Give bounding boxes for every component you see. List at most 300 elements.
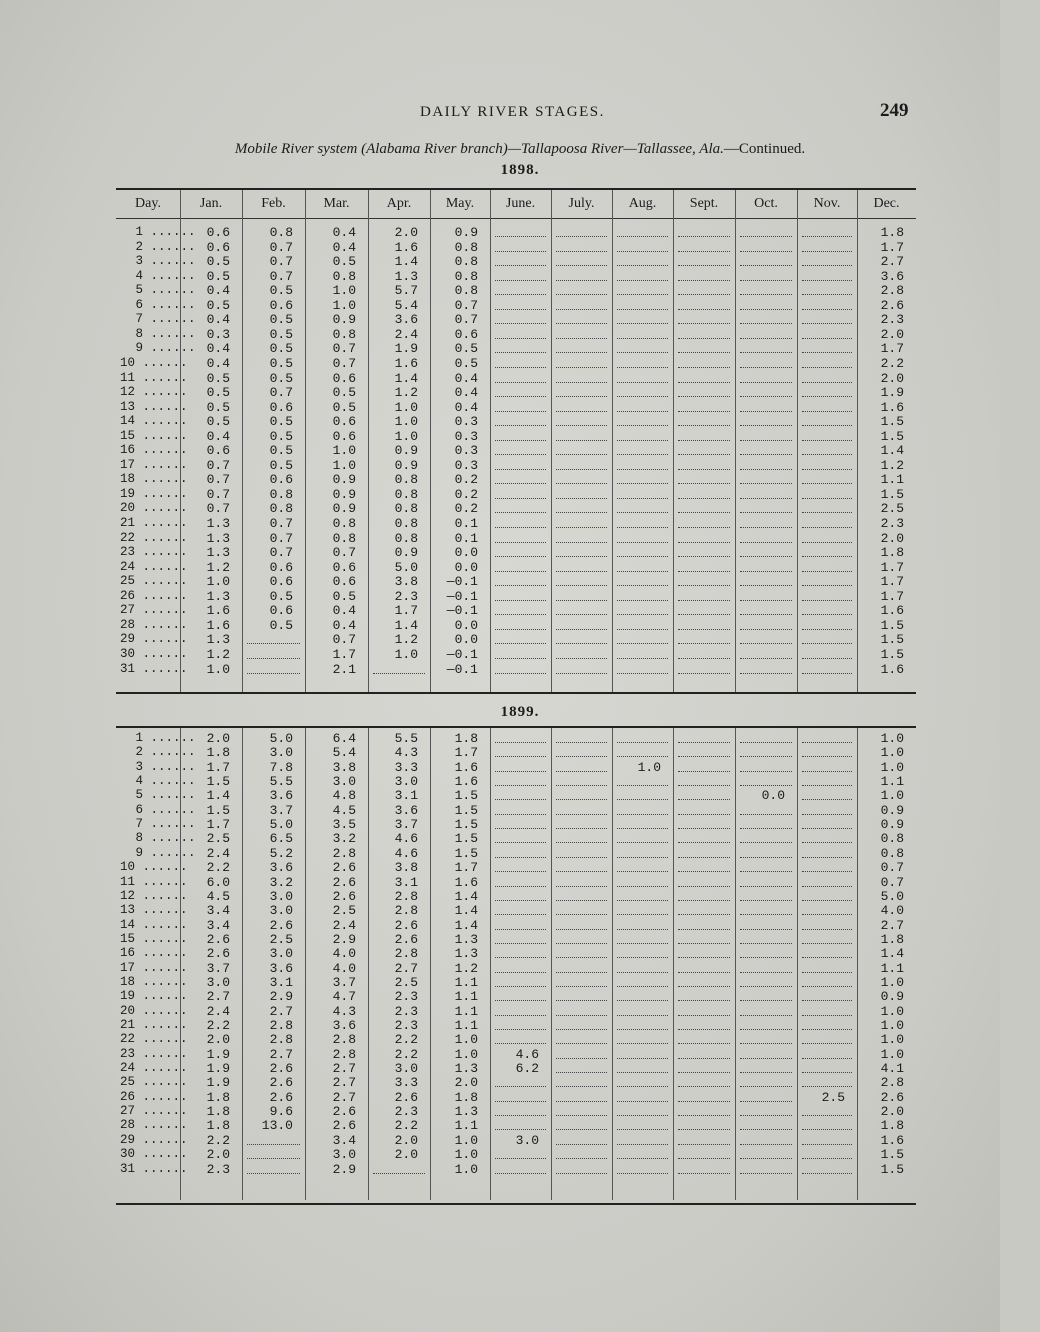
empty-cell-leader: [678, 629, 730, 630]
stage-value-cell: 2.6: [332, 1118, 356, 1134]
day-number-cell: 6 ......: [128, 802, 196, 817]
stage-value-cell: 2.7: [269, 1046, 293, 1062]
year-heading-1898: 1898.: [500, 162, 540, 178]
empty-cell-leader: [495, 556, 546, 557]
empty-cell-leader: [678, 367, 730, 368]
column-header: Apr.: [386, 196, 412, 211]
stage-value-cell: 1.0: [394, 428, 418, 444]
empty-cell-leader: [740, 643, 792, 644]
empty-cell-leader: [678, 411, 730, 412]
empty-cell-leader: [495, 756, 546, 757]
empty-cell-leader: [495, 512, 546, 513]
stage-value-cell: 0.7: [332, 545, 356, 561]
stage-value-cell: 1.0: [394, 414, 418, 430]
stage-value-cell: 0.3: [454, 443, 478, 459]
empty-cell-leader: [678, 280, 730, 281]
stage-value-cell: 2.8: [880, 283, 904, 299]
empty-cell-leader: [556, 454, 607, 455]
day-number-cell: 2 ......: [128, 239, 196, 254]
stage-value-cell: 0.5: [269, 588, 293, 604]
day-number-cell: 8 ......: [128, 326, 196, 341]
empty-cell-leader: [740, 900, 792, 901]
day-number-cell: 10 ......: [120, 355, 188, 370]
empty-cell-leader: [617, 483, 668, 484]
empty-cell-leader: [678, 771, 730, 772]
stage-value-cell: 2.5: [332, 903, 356, 919]
empty-cell-leader: [802, 352, 852, 353]
column-header: Oct.: [754, 196, 778, 211]
empty-cell-leader: [740, 411, 792, 412]
empty-cell-leader: [617, 236, 668, 237]
empty-cell-leader: [495, 236, 546, 237]
subtitle-text: Mobile River system (Alabama River branch)—Tallapoosa River—Tallassee, Ala.: [234, 141, 724, 157]
empty-cell-leader: [802, 367, 852, 368]
stage-value-cell: 5.4: [394, 297, 418, 313]
stage-value-cell: 3.1: [269, 974, 293, 990]
empty-cell-leader: [678, 323, 730, 324]
empty-cell-leader: [556, 498, 607, 499]
empty-cell-leader: [740, 367, 792, 368]
empty-cell-leader: [740, 771, 792, 772]
empty-cell-leader: [740, 498, 792, 499]
empty-cell-leader: [802, 1058, 852, 1059]
empty-cell-leader: [740, 1086, 792, 1087]
stage-value-cell: 0.8: [332, 326, 356, 342]
empty-cell-leader: [740, 542, 792, 543]
stage-value-cell: 0.7: [332, 341, 356, 357]
empty-cell-leader: [802, 571, 852, 572]
empty-cell-leader: [617, 1129, 668, 1130]
column-header: May.: [445, 196, 475, 211]
column-divider: [490, 728, 491, 1200]
column-divider: [551, 190, 552, 692]
stage-value-cell: —0.1: [446, 646, 478, 662]
stage-value-cell: 1.9: [880, 385, 904, 401]
empty-cell-leader: [617, 280, 668, 281]
empty-cell-leader: [556, 828, 607, 829]
empty-cell-leader: [617, 871, 668, 872]
stage-value-cell: 1.0: [394, 399, 418, 415]
stage-value-cell: 1.2: [880, 457, 904, 473]
stage-value-cell: 0.9: [880, 802, 904, 818]
stage-value-cell: 2.1: [332, 661, 356, 677]
empty-cell-leader: [495, 742, 546, 743]
day-number-cell: 2 ......: [128, 745, 196, 760]
column-header: Aug.: [628, 196, 657, 211]
empty-cell-leader: [556, 425, 607, 426]
empty-cell-leader: [247, 1158, 300, 1159]
empty-cell-leader: [495, 986, 546, 987]
stage-value-cell: 0.5: [332, 399, 356, 415]
stage-value-cell: 0.7: [269, 516, 293, 531]
stage-value-cell: 0.1: [454, 530, 478, 546]
stage-value-cell: 2.4: [206, 845, 230, 861]
empty-cell-leader: [495, 542, 546, 543]
stage-value-cell: 0.8: [454, 268, 478, 284]
empty-cell-leader: [495, 871, 546, 872]
stage-value-cell: 3.6: [880, 268, 904, 284]
day-number-cell: 3 ......: [128, 254, 196, 269]
stage-value-cell: 1.6: [206, 617, 230, 633]
empty-cell-leader: [617, 957, 668, 958]
empty-cell-leader: [495, 527, 546, 528]
stage-value-cell: 2.7: [206, 989, 230, 1005]
stage-value-cell: 1.3: [206, 516, 230, 531]
empty-cell-leader: [678, 251, 730, 252]
empty-cell-leader: [740, 814, 792, 815]
empty-cell-leader: [495, 673, 546, 674]
empty-cell-leader: [556, 527, 607, 528]
stage-value-cell: 1.3: [394, 268, 418, 284]
stage-value-cell: 2.6: [332, 1104, 356, 1120]
stage-value-cell: 1.3: [454, 1104, 478, 1120]
empty-cell-leader: [678, 265, 730, 266]
day-number-cell: 25 ......: [120, 1075, 188, 1090]
stage-value-cell: 6.0: [206, 874, 230, 890]
empty-cell-leader: [740, 943, 792, 944]
day-number-cell: 16 ......: [120, 443, 188, 458]
stage-value-cell: 2.0: [206, 731, 230, 746]
day-number-cell: 19 ......: [120, 486, 188, 501]
stage-value-cell: 3.6: [269, 960, 293, 976]
stage-value-cell: 1.7: [454, 745, 478, 761]
day-number-cell: 11 ......: [120, 874, 188, 889]
stage-value-cell: 3.7: [394, 817, 418, 833]
empty-cell-leader: [495, 1086, 546, 1087]
empty-cell-leader: [556, 943, 607, 944]
empty-cell-leader: [802, 886, 852, 887]
stage-value-cell: 5.7: [394, 283, 418, 299]
stage-value-cell: 2.7: [332, 1089, 356, 1105]
empty-cell-leader: [495, 498, 546, 499]
empty-cell-leader: [802, 1029, 852, 1030]
empty-cell-leader: [802, 1072, 852, 1073]
stage-value-cell: 0.6: [206, 225, 230, 240]
stage-value-cell: 0.6: [269, 399, 293, 415]
empty-cell-leader: [678, 338, 730, 339]
empty-cell-leader: [556, 556, 607, 557]
day-number-cell: 29 ......: [120, 632, 188, 647]
stage-value-cell: 0.8: [454, 283, 478, 299]
stage-value-cell: 2.9: [332, 1161, 356, 1177]
stage-value-cell: 3.1: [394, 874, 418, 890]
empty-cell-leader: [617, 1158, 668, 1159]
empty-cell-leader: [617, 338, 668, 339]
stage-value-cell: 3.6: [269, 788, 293, 804]
empty-cell-leader: [617, 799, 668, 800]
day-number-cell: 8 ......: [128, 831, 196, 846]
stage-value-cell: 4.6: [394, 831, 418, 847]
day-number-cell: 7 ......: [128, 312, 196, 327]
day-number-cell: 1 ......: [128, 731, 196, 745]
empty-cell-leader: [617, 1058, 668, 1059]
stage-value-cell: 2.6: [269, 917, 293, 933]
stage-value-cell: 1.8: [206, 1104, 230, 1120]
stage-value-cell: 0.5: [206, 370, 230, 386]
empty-cell-leader: [678, 614, 730, 615]
stage-value-cell: 0.7: [454, 312, 478, 328]
empty-cell-leader: [556, 1029, 607, 1030]
empty-cell-leader: [678, 352, 730, 353]
stage-value-cell: 0.5: [269, 341, 293, 357]
stage-value-cell: 0.9: [332, 472, 356, 488]
empty-cell-leader: [617, 756, 668, 757]
stage-value-cell: 3.8: [332, 759, 356, 775]
empty-cell-leader: [617, 585, 668, 586]
empty-cell-leader: [802, 1144, 852, 1145]
empty-cell-leader: [617, 972, 668, 973]
empty-cell-leader: [247, 1144, 300, 1145]
empty-cell-leader: [495, 629, 546, 630]
empty-cell-leader: [802, 842, 852, 843]
stage-value-cell: 4.8: [332, 788, 356, 804]
empty-cell-leader: [802, 643, 852, 644]
stage-value-cell: 4.0: [332, 946, 356, 962]
empty-cell-leader: [740, 658, 792, 659]
stage-value-cell: 2.3: [206, 1161, 230, 1177]
stage-value-cell: 0.3: [454, 428, 478, 444]
empty-cell-leader: [740, 957, 792, 958]
empty-cell-leader: [678, 425, 730, 426]
empty-cell-leader: [678, 236, 730, 237]
empty-cell-leader: [617, 323, 668, 324]
empty-cell-leader: [678, 542, 730, 543]
stage-value-cell: 0.8: [394, 516, 418, 531]
empty-cell-leader: [495, 842, 546, 843]
empty-cell-leader: [678, 972, 730, 973]
stage-value-cell: 2.0: [206, 1032, 230, 1048]
day-number-cell: 4 ......: [128, 268, 196, 283]
stage-value-cell: 5.0: [269, 817, 293, 833]
empty-cell-leader: [740, 828, 792, 829]
stage-value-cell: 0.5: [269, 428, 293, 444]
stage-value-cell: 1.6: [394, 239, 418, 255]
empty-cell-leader: [556, 900, 607, 901]
stage-value-cell: 0.7: [332, 632, 356, 648]
empty-cell-leader: [740, 756, 792, 757]
empty-cell-leader: [617, 411, 668, 412]
day-number-cell: 16 ......: [120, 946, 188, 961]
empty-cell-leader: [617, 469, 668, 470]
stage-value-cell: 1.2: [206, 646, 230, 662]
stage-value-cell: 2.2: [206, 1018, 230, 1033]
stage-value-cell: 0.8: [269, 501, 293, 517]
empty-cell-leader: [495, 914, 546, 915]
empty-cell-leader: [617, 367, 668, 368]
stage-value-cell: 2.8: [332, 845, 356, 861]
empty-cell-leader: [678, 1086, 730, 1087]
empty-cell-leader: [495, 600, 546, 601]
stage-value-cell: 3.0: [332, 1147, 356, 1163]
empty-cell-leader: [556, 323, 607, 324]
stage-value-cell: 0.5: [332, 254, 356, 270]
empty-cell-leader: [802, 629, 852, 630]
stage-value-cell: 0.8: [394, 486, 418, 502]
stage-value-cell: 1.6: [206, 603, 230, 619]
empty-cell-leader: [802, 799, 852, 800]
empty-cell-leader: [556, 629, 607, 630]
empty-cell-leader: [802, 251, 852, 252]
empty-cell-leader: [678, 1015, 730, 1016]
stage-value-cell: 3.6: [394, 312, 418, 328]
empty-cell-leader: [495, 1158, 546, 1159]
empty-cell-leader: [740, 396, 792, 397]
empty-cell-leader: [556, 367, 607, 368]
stage-value-cell: 0.9: [394, 443, 418, 459]
column-divider: [551, 728, 552, 1200]
stage-value-cell: 1.2: [206, 559, 230, 575]
stage-value-cell: 3.0: [269, 903, 293, 919]
stage-value-cell: 1.7: [880, 574, 904, 590]
day-number-cell: 28 ......: [120, 617, 188, 632]
stage-value-cell: 1.6: [454, 874, 478, 890]
empty-cell-leader: [617, 1144, 668, 1145]
stage-value-cell: 5.0: [394, 559, 418, 575]
empty-cell-leader: [678, 440, 730, 441]
stage-value-cell: 1.9: [394, 341, 418, 357]
empty-cell-leader: [740, 972, 792, 973]
empty-cell-leader: [678, 673, 730, 674]
stage-value-cell: 1.5: [880, 617, 904, 633]
empty-cell-leader: [495, 771, 546, 772]
stage-value-cell: 0.3: [454, 414, 478, 430]
empty-cell-leader: [495, 814, 546, 815]
stage-value-cell: —0.1: [446, 661, 478, 677]
stage-value-cell: 1.4: [206, 788, 230, 804]
empty-cell-leader: [740, 294, 792, 295]
stage-value-cell: 1.0: [206, 574, 230, 590]
stage-value-cell: 1.4: [454, 917, 478, 933]
stage-value-cell: 0.8: [269, 486, 293, 502]
stage-value-cell: 1.6: [880, 1132, 904, 1148]
empty-cell-leader: [740, 1129, 792, 1130]
empty-cell-leader: [617, 886, 668, 887]
stage-value-cell: 1.3: [206, 530, 230, 546]
day-number-cell: 18 ......: [120, 974, 188, 989]
empty-cell-leader: [802, 600, 852, 601]
empty-cell-leader: [495, 943, 546, 944]
stage-value-cell: 1.0: [332, 283, 356, 299]
empty-cell-leader: [617, 943, 668, 944]
stage-value-cell: 3.0: [332, 774, 356, 790]
stage-value-cell: 2.8: [332, 1032, 356, 1048]
empty-cell-leader: [802, 1115, 852, 1116]
empty-cell-leader: [740, 1015, 792, 1016]
empty-cell-leader: [678, 396, 730, 397]
empty-cell-leader: [617, 440, 668, 441]
empty-cell-leader: [740, 629, 792, 630]
day-number-cell: 22 ......: [120, 1032, 188, 1047]
empty-cell-leader: [678, 643, 730, 644]
stage-value-cell: 4.1: [880, 1061, 904, 1077]
stage-value-cell: 0.4: [332, 617, 356, 633]
empty-cell-leader: [802, 871, 852, 872]
stage-value-cell: 1.3: [454, 946, 478, 962]
stage-value-cell: 13.0: [261, 1118, 293, 1134]
stage-value-cell: 1.5: [206, 774, 230, 790]
stage-value-cell: 3.0: [269, 745, 293, 761]
column-divider: [673, 190, 674, 692]
stage-value-cell: 3.0: [269, 946, 293, 962]
empty-cell-leader: [802, 972, 852, 973]
empty-cell-leader: [556, 756, 607, 757]
empty-cell-leader: [556, 857, 607, 858]
empty-cell-leader: [247, 673, 300, 674]
stage-value-cell: 1.6: [880, 661, 904, 677]
stage-value-cell: 2.7: [880, 917, 904, 933]
empty-cell-leader: [617, 498, 668, 499]
stage-value-cell: 1.9: [206, 1046, 230, 1062]
stage-value-cell: 4.0: [332, 960, 356, 976]
empty-cell-leader: [556, 1101, 607, 1102]
column-divider: [490, 190, 491, 692]
empty-cell-leader: [495, 886, 546, 887]
empty-cell-leader: [802, 265, 852, 266]
empty-cell-leader: [678, 914, 730, 915]
empty-cell-leader: [802, 440, 852, 441]
empty-cell-leader: [802, 986, 852, 987]
page-number: 249: [880, 100, 909, 121]
stage-value-cell: 0.5: [454, 355, 478, 371]
stage-value-cell: 0.3: [454, 457, 478, 473]
stage-value-cell: 1.7: [206, 759, 230, 775]
stage-value-cell: 1.8: [206, 1089, 230, 1105]
empty-cell-leader: [802, 814, 852, 815]
empty-cell-leader: [617, 1015, 668, 1016]
empty-cell-leader: [678, 498, 730, 499]
stage-value-cell: 6.4: [332, 731, 356, 746]
stage-value-cell: 1.1: [454, 1018, 478, 1033]
stage-value-cell: 6.5: [269, 831, 293, 847]
day-number-cell: 31 ......: [120, 661, 188, 676]
stage-value-cell: 1.5: [454, 817, 478, 833]
empty-cell-leader: [495, 1029, 546, 1030]
stage-value-cell: 2.6: [269, 1075, 293, 1091]
empty-cell-leader: [740, 265, 792, 266]
stage-value-cell: 1.0: [454, 1132, 478, 1148]
empty-cell-leader: [802, 756, 852, 757]
empty-cell-leader: [556, 542, 607, 543]
stage-value-cell: —0.1: [446, 574, 478, 590]
stage-value-cell: 2.3: [880, 516, 904, 531]
stage-value-cell: 1.4: [880, 946, 904, 962]
empty-cell-leader: [495, 957, 546, 958]
stage-value-cell: 3.1: [394, 788, 418, 804]
stage-value-cell: 1.0: [880, 759, 904, 775]
empty-cell-leader: [740, 251, 792, 252]
empty-cell-leader: [802, 323, 852, 324]
empty-cell-leader: [740, 1029, 792, 1030]
stage-value-cell: 1.5: [880, 414, 904, 430]
stage-value-cell: 0.6: [269, 297, 293, 313]
empty-cell-leader: [495, 265, 546, 266]
empty-cell-leader: [556, 1129, 607, 1130]
empty-cell-leader: [802, 929, 852, 930]
empty-cell-leader: [556, 251, 607, 252]
stage-value-cell: 1.8: [206, 745, 230, 761]
stage-value-cell: 3.6: [394, 802, 418, 818]
empty-cell-leader: [678, 799, 730, 800]
empty-cell-leader: [740, 886, 792, 887]
empty-cell-leader: [802, 425, 852, 426]
stage-value-cell: 1.7: [880, 239, 904, 255]
stage-value-cell: 2.0: [454, 1075, 478, 1091]
empty-cell-leader: [802, 542, 852, 543]
stage-value-cell: 2.3: [394, 588, 418, 604]
empty-cell-leader: [495, 367, 546, 368]
stage-value-cell: 3.4: [206, 917, 230, 933]
stage-value-cell: 3.0: [515, 1132, 539, 1148]
